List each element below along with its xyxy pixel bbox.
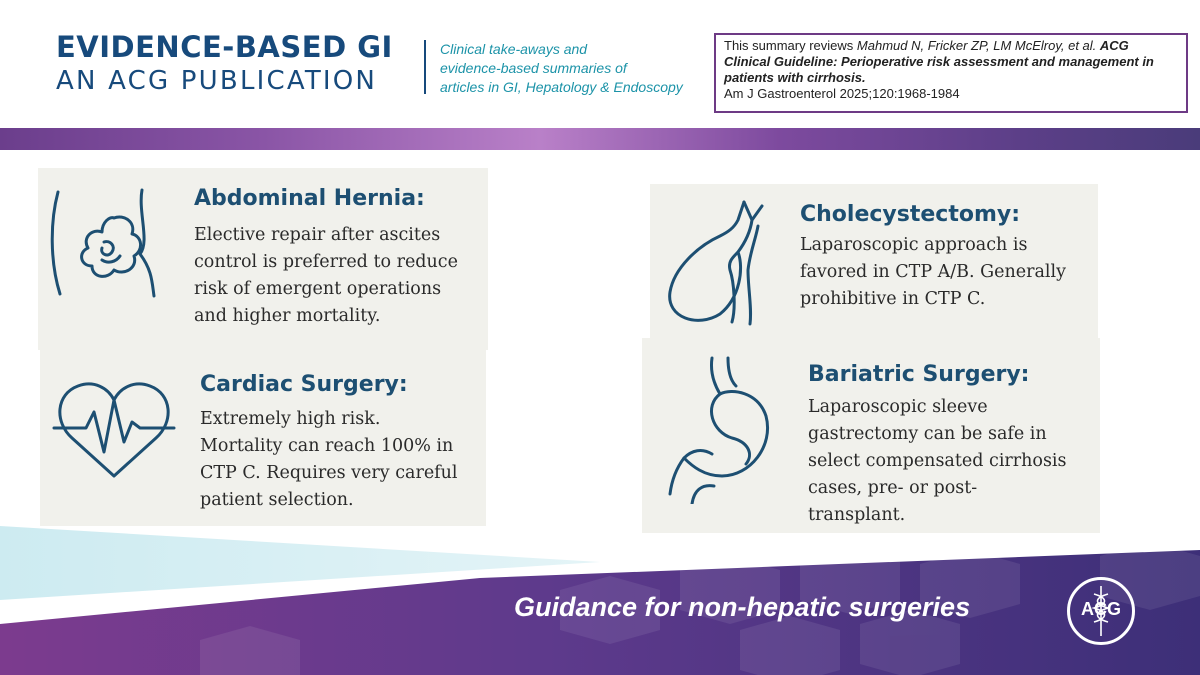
card-text-line: favored in CTP A/B. Generally (800, 262, 1067, 282)
card-bariatric-surgery (642, 338, 1100, 533)
abdominal-hernia-icon (44, 182, 164, 302)
card-title: Cholecystectomy: (800, 202, 1021, 227)
card-text-line: Mortality can reach 100% in (200, 436, 454, 456)
brand-title: EVIDENCE-BASED GI (56, 30, 393, 64)
card-text-line: control is preferred to reduce (194, 252, 458, 272)
decorative-band (0, 128, 1200, 150)
card-text-line: risk of emergent operations (194, 279, 442, 299)
card-text-line: cases, pre- or post- (808, 478, 978, 498)
card-cholecystectomy (650, 184, 1098, 338)
card-text-line: gastrectomy can be safe in (808, 424, 1047, 444)
citation-journal: Am J Gastroenterol 2025;120:1968-1984 (724, 86, 960, 101)
gallbladder-icon (658, 198, 778, 328)
card-text-line: patient selection. (200, 490, 354, 510)
tagline (440, 40, 710, 97)
card-text-line: prohibitive in CTP C. (800, 289, 986, 309)
citation-intro: This summary reviews (724, 38, 857, 53)
card-text (800, 232, 1094, 313)
acg-logo (1067, 577, 1135, 645)
card-title: Abdominal Hernia: (194, 186, 425, 211)
card-text-line: select compensated cirrhosis (808, 451, 1067, 471)
brand-subtitle: AN ACG PUBLICATION (56, 66, 378, 96)
citation-box (714, 33, 1188, 113)
tagline-line: articles in GI, Hepatology & Endoscopy (440, 79, 683, 95)
card-title: Bariatric Surgery: (808, 362, 1030, 387)
footer-banner (0, 520, 1200, 675)
citation-authors: Mahmud N, Fricker ZP, LM McElroy, et al. (856, 38, 1097, 53)
card-title: Cardiac Surgery: (200, 372, 408, 397)
citation-guideline-title: ACG Clinical Guideline: Perioperative risk assessment and management in patients with cirrhosis. (724, 38, 1154, 85)
card-text-line: Extremely high risk. (200, 409, 381, 429)
tagline-line: Clinical take-aways and (440, 41, 588, 57)
card-text-line: Elective repair after ascites (194, 225, 441, 245)
stomach-icon (662, 354, 782, 504)
card-text-line: and higher mortality. (194, 306, 381, 326)
heart-ecg-icon (50, 372, 178, 482)
card-text (808, 394, 1096, 529)
footer-title: Guidance for non-hepatic surgeries (514, 592, 971, 622)
acg-logo-text: ACG (1081, 599, 1121, 619)
card-text (194, 222, 484, 330)
header (0, 0, 1200, 128)
card-text (200, 406, 484, 514)
tagline-line: evidence-based summaries of (440, 60, 627, 76)
card-abdominal-hernia (38, 168, 488, 350)
brand-divider (424, 40, 426, 94)
card-text-line: Laparoscopic approach is (800, 235, 1028, 255)
card-text-line: transplant. (808, 505, 906, 525)
card-text-line: CTP C. Requires very careful (200, 463, 458, 483)
card-cardiac-surgery (40, 350, 486, 526)
card-text-line: Laparoscopic sleeve (808, 397, 988, 417)
